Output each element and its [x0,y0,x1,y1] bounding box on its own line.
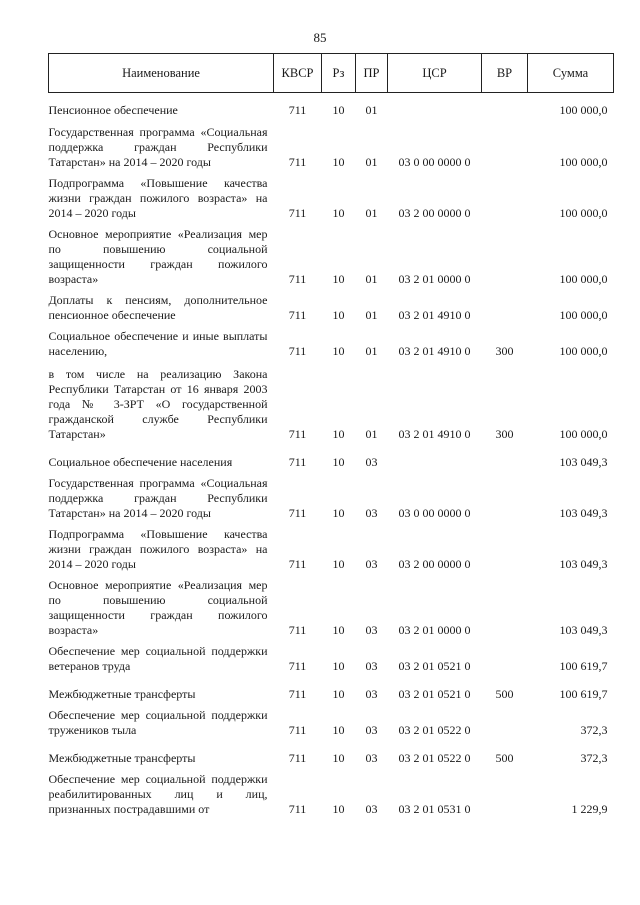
table-row [49,360,614,443]
cell-name: Подпрограмма «Повышение качества жизни граждан пожилого возраста» на 2014 – 2020 годы [48,176,268,220]
cell-kvsr: 711 [288,344,307,358]
table-row [49,171,614,222]
cell-sum: 100 619,7 [559,687,608,701]
table-row [49,675,614,703]
table-row [49,703,614,739]
header-vr: ВР [482,54,528,93]
cell-pr: 01 [365,344,378,358]
cell-name: Пенсионное обеспечение [48,103,178,117]
cell-vr [482,767,528,818]
table-row [49,119,614,171]
cell-rz: 10 [332,623,345,637]
cell-sum: 100 000,0 [559,344,608,358]
cell-rz: 10 [332,427,345,441]
cell-rz: 10 [332,272,345,286]
cell-vr [482,703,528,739]
cell-csr [388,93,482,120]
table-header [49,54,614,93]
table-row [49,639,614,675]
cell-name: Обеспечение мер социальной поддержки тружеников тыла [48,708,268,737]
cell-csr: 03 0 00 0000 0 [398,155,471,169]
table-row [49,288,614,324]
cell-csr [388,443,482,471]
cell-vr [482,522,528,573]
cell-sum: 100 000,0 [559,103,608,117]
cell-vr [482,288,528,324]
cell-sum: 372,3 [580,751,608,765]
cell-pr: 03 [365,659,378,673]
cell-sum: 100 000,0 [559,427,608,441]
table-row [49,573,614,639]
cell-kvsr: 711 [288,155,307,169]
cell-sum: 372,3 [580,723,608,737]
cell-rz: 10 [332,155,345,169]
cell-vr [482,119,528,171]
cell-csr: 03 2 01 4910 0 [398,344,471,358]
cell-kvsr: 711 [288,308,307,322]
table-row [49,471,614,522]
cell-csr: 03 0 00 0000 0 [398,506,471,520]
cell-rz: 10 [332,723,345,737]
cell-pr: 03 [365,623,378,637]
cell-vr: 500 [495,687,514,701]
header-kvsr: КВСР [274,54,322,93]
cell-pr: 01 [365,103,378,117]
cell-vr [482,93,528,120]
cell-pr: 01 [365,272,378,286]
cell-sum: 103 049,3 [559,455,608,469]
table-row [49,93,614,120]
cell-csr: 03 2 01 4910 0 [398,427,471,441]
cell-pr: 03 [365,751,378,765]
cell-name: Социальное обеспечение населения [48,455,233,469]
cell-vr: 500 [495,751,514,765]
cell-pr: 01 [365,206,378,220]
cell-kvsr: 711 [288,557,307,571]
cell-pr: 03 [365,687,378,701]
cell-rz: 10 [332,659,345,673]
cell-kvsr: 711 [288,751,307,765]
cell-name: Государственная программа «Социальная поддержка граждан Республики Татарстан» на 2014 – 2020 годы [48,476,268,520]
cell-kvsr: 711 [288,506,307,520]
cell-pr: 01 [365,308,378,322]
cell-csr: 03 2 01 0000 0 [398,623,471,637]
header-csr: ЦСР [388,54,482,93]
cell-sum: 100 000,0 [559,206,608,220]
cell-pr: 01 [365,427,378,441]
cell-rz: 10 [332,557,345,571]
cell-name: Обеспечение мер социальной поддержки реабилитированных лиц и лиц, признанных пострадавшими от [48,772,268,816]
cell-rz: 10 [332,687,345,701]
cell-sum: 100 619,7 [559,659,608,673]
cell-vr [482,222,528,288]
cell-vr [482,639,528,675]
table-row [49,522,614,573]
cell-sum: 103 049,3 [559,506,608,520]
cell-name: Межбюджетные трансферты [48,687,196,701]
header-sum: Сумма [528,54,614,93]
cell-rz: 10 [332,506,345,520]
cell-rz: 10 [332,206,345,220]
table-row [49,222,614,288]
cell-name: Государственная программа «Социальная поддержка граждан Республики Татарстан» на 2014 – 2020 годы [48,125,268,169]
cell-vr: 300 [495,427,514,441]
table-body [49,93,614,819]
cell-csr: 03 2 01 0000 0 [398,272,471,286]
header-name: Наименование [49,54,274,93]
cell-rz: 10 [332,308,345,322]
cell-rz: 10 [332,455,345,469]
cell-csr: 03 2 01 0521 0 [398,687,471,701]
cell-csr: 03 2 01 0521 0 [398,659,471,673]
cell-pr: 03 [365,455,378,469]
cell-rz: 10 [332,103,345,117]
cell-vr [482,471,528,522]
cell-sum: 100 000,0 [559,308,608,322]
cell-kvsr: 711 [288,455,307,469]
cell-name: Основное мероприятие «Реализация мер по повышению социальной защищенности граждан пожилого возраста» [48,227,268,286]
cell-sum: 103 049,3 [559,557,608,571]
cell-kvsr: 711 [288,206,307,220]
cell-csr: 03 2 01 4910 0 [398,308,471,322]
cell-kvsr: 711 [288,427,307,441]
cell-csr: 03 2 01 0531 0 [398,802,471,816]
cell-name: Обеспечение мер социальной поддержки ветеранов труда [48,644,268,673]
cell-rz: 10 [332,802,345,816]
cell-name: Доплаты к пенсиям, дополнительное пенсионное обеспечение [48,293,268,322]
cell-csr: 03 2 00 0000 0 [398,557,471,571]
cell-kvsr: 711 [288,659,307,673]
cell-pr: 01 [365,155,378,169]
cell-sum: 1 229,9 [571,802,608,816]
cell-csr: 03 2 00 0000 0 [398,206,471,220]
cell-kvsr: 711 [288,723,307,737]
table-row [49,739,614,767]
cell-name: Подпрограмма «Повышение качества жизни граждан пожилого возраста» на 2014 – 2020 годы [48,527,268,571]
cell-vr [482,573,528,639]
cell-kvsr: 711 [288,623,307,637]
cell-pr: 03 [365,723,378,737]
cell-pr: 03 [365,802,378,816]
header-rz: Рз [322,54,356,93]
cell-vr [482,443,528,471]
cell-rz: 10 [332,751,345,765]
cell-kvsr: 711 [288,103,307,117]
table-row [49,767,614,818]
cell-kvsr: 711 [288,687,307,701]
cell-sum: 103 049,3 [559,623,608,637]
table-row [49,443,614,471]
header-pr: ПР [356,54,388,93]
cell-pr: 03 [365,557,378,571]
cell-kvsr: 711 [288,802,307,816]
cell-pr: 03 [365,506,378,520]
cell-csr: 03 2 01 0522 0 [398,723,471,737]
cell-sum: 100 000,0 [559,272,608,286]
cell-name: Основное мероприятие «Реализация мер по повышению социальной защищенности граждан пожилого возраста» [48,578,268,637]
cell-vr [482,171,528,222]
cell-kvsr: 711 [288,272,307,286]
cell-vr: 300 [495,344,514,358]
cell-rz: 10 [332,344,345,358]
cell-name: в том числе на реализацию Закона Республики Татарстан от 16 января 2003 года № 3-ЗРТ «О государственной гражданской службе Республики Татарстан» [48,367,268,441]
cell-name: Межбюджетные трансферты [48,751,196,765]
cell-sum: 100 000,0 [559,155,608,169]
page-number: 85 [313,30,327,45]
table-row [49,324,614,360]
cell-name: Социальное обеспечение и иные выплаты населению, [48,329,268,358]
budget-table [48,53,614,818]
cell-csr: 03 2 01 0522 0 [398,751,471,765]
